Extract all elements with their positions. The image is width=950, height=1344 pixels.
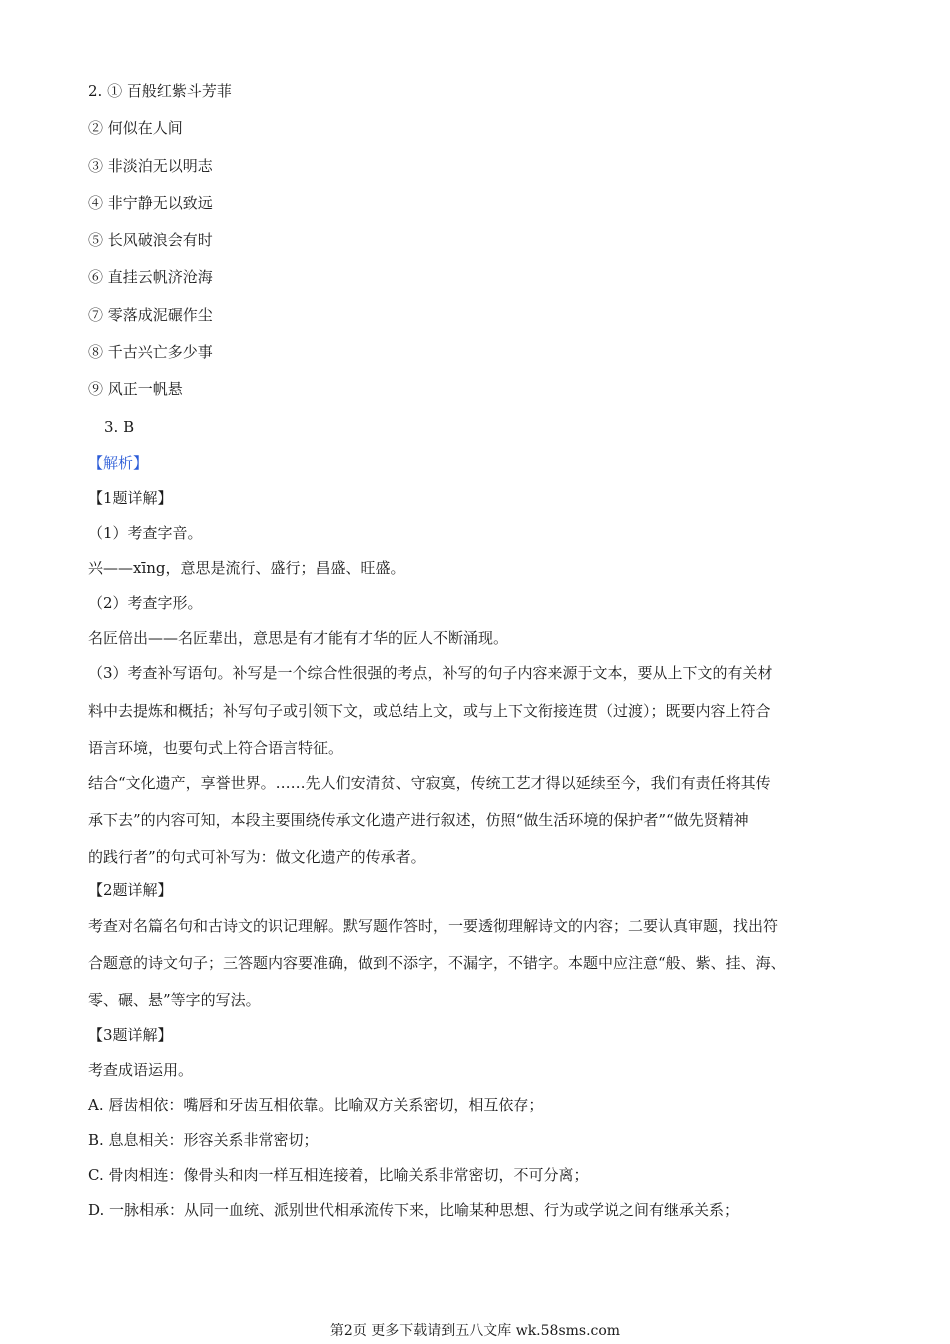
q2-line-2: 合题意的诗文句子；三答题内容要准确，做到不添字，不漏字，不错字。本题中应注意“般、紫、挂、海、	[88, 954, 786, 972]
q1-line-3: （2）考查字形。	[88, 594, 203, 612]
answer-q2-item-2: ② 何似在人间	[88, 119, 183, 137]
answer-q2-item-1: 2. ① 百般红紫斗芳菲	[88, 82, 232, 100]
q1-line-2: 兴——xīng，意思是流行、盛行；昌盛、旺盛。	[88, 559, 406, 577]
q3-option-a: A. 唇齿相依：嘴唇和牙齿互相依靠。比喻双方关系密切，相互依存；	[88, 1096, 544, 1114]
q3-line-1: 考查成语运用。	[88, 1061, 194, 1079]
page-footer: 第2页 更多下载请到五八文库 wk.58sms.com	[329, 1323, 621, 1339]
q1-line-5: （3）考查补写语句。补写是一个综合性很强的考点，补写的句子内容来源于文本，要从上下文的有关材	[88, 664, 773, 682]
answer-q2-item-5: ⑤ 长风破浪会有时	[88, 231, 213, 249]
q1-line-6: 料中去提炼和概括；补写句子或引领下文，或总结上文，或与上下文衔接连贯（过渡）；既要内容上符合	[88, 702, 771, 720]
answer-q2-item-9: ⑨ 风正一帆悬	[88, 380, 183, 398]
q1-line-9: 承下去”的内容可知，本段主要围绕传承文化遗产进行叙述，仿照“做生活环境的保护者”“做先贤精神	[88, 811, 749, 829]
q1-line-7: 语言环境，也要句式上符合语言特征。	[88, 739, 344, 757]
analysis-label: 【解析】	[88, 454, 149, 472]
q3-option-b: B. 息息相关：形容关系非常密切；	[88, 1131, 319, 1149]
answer-q2-item-4: ④ 非宁静无以致远	[88, 194, 213, 212]
answer-q2-item-8: ⑧ 千古兴亡多少事	[88, 343, 213, 361]
answer-q2-item-6: ⑥ 直挂云帆济沧海	[88, 268, 213, 286]
answer-q2-item-7: ⑦ 零落成泥碾作尘	[88, 306, 213, 324]
q1-line-10: 的践行者”的句式可补写为：做文化遗产的传承者。	[88, 848, 426, 866]
answer-q3: 3. B	[104, 418, 135, 436]
q3-option-d: D. 一脉相承：从同一血统、派别世代相承流传下来，比喻某种思想、行为或学说之间有继承关系；	[88, 1201, 740, 1219]
q2-line-1: 考查对名篇名句和古诗文的识记理解。默写题作答时，一要透彻理解诗文的内容；二要认真审题，找出符	[88, 917, 779, 935]
answer-q2-item-3: ③ 非淡泊无以明志	[88, 157, 213, 175]
q2-line-3: 零、碾、悬”等字的写法。	[88, 991, 261, 1009]
q3-heading: 【3题详解】	[88, 1026, 173, 1044]
q1-line-4: 名匠倍出——名匠辈出，意思是有才能有才华的匠人不断涌现。	[88, 629, 509, 647]
q3-option-c: C. 骨肉相连：像骨头和肉一样互相连接着，比喻关系非常密切，不可分离；	[88, 1166, 589, 1184]
q2-heading: 【2题详解】	[88, 881, 173, 899]
q1-line-8: 结合“文化遗产，享誉世界。……先人们安清贫、守寂寞，传统工艺才得以延续至今，我们有责任将其传	[88, 774, 771, 792]
q1-heading: 【1题详解】	[88, 489, 173, 507]
q1-line-1: （1）考查字音。	[88, 524, 203, 542]
